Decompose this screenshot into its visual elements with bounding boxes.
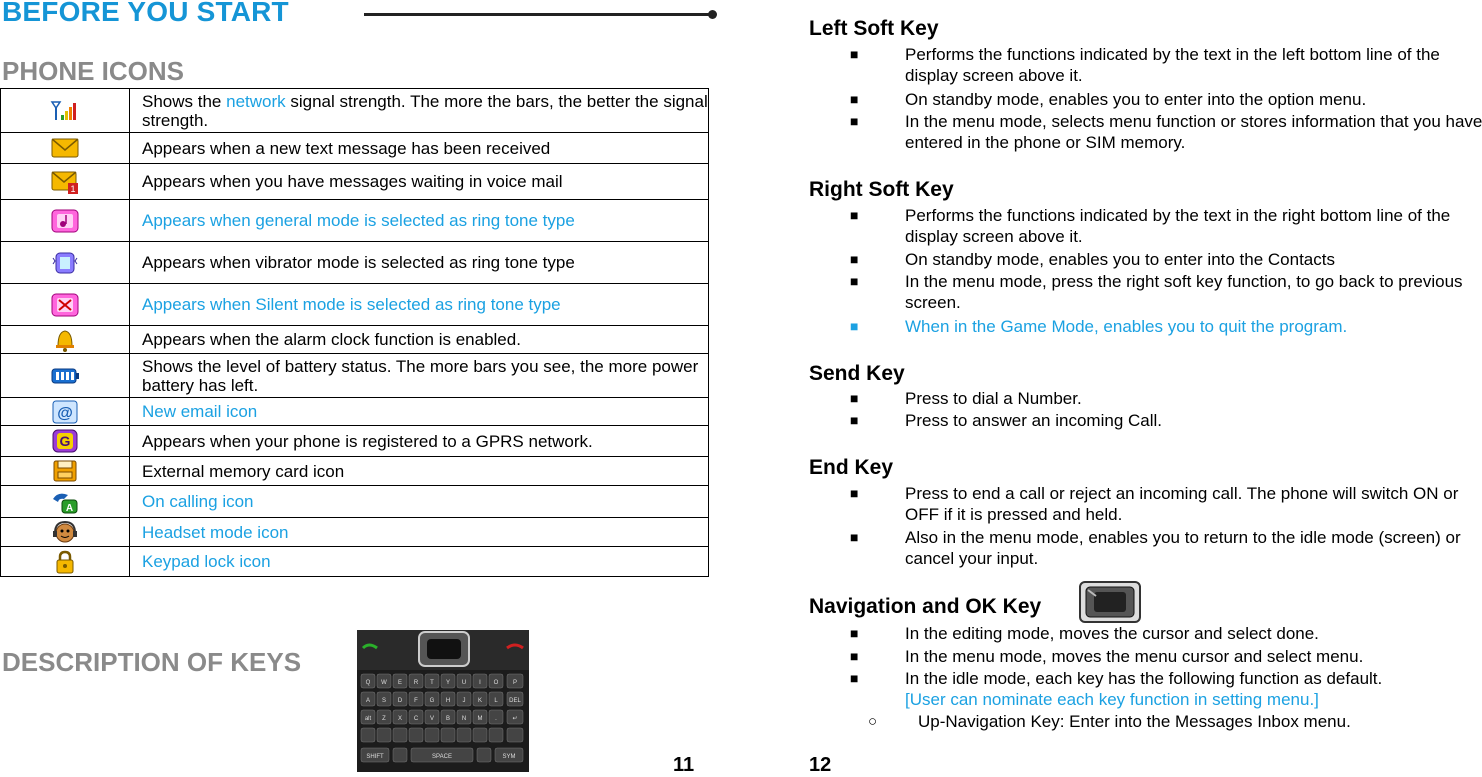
table-row [1, 326, 709, 354]
table-row [1, 164, 709, 200]
description-of-keys-heading: DESCRIPTION OF KEYS [2, 647, 302, 677]
table-cell: Appears when Silent mode is selected as ring tone type [130, 284, 709, 326]
svg-text:DEL: DEL [509, 698, 521, 704]
svg-text:L: L [494, 698, 498, 704]
email-at-icon [50, 399, 80, 425]
table-row [1, 242, 709, 284]
silent-mode-icon [50, 292, 80, 318]
svg-text:I: I [479, 680, 481, 686]
svg-text:M: M [477, 716, 483, 722]
battery-icon [50, 363, 80, 389]
svg-text:Y: Y [445, 680, 451, 686]
svg-text:O: O [493, 680, 499, 686]
table-cell: New email icon [130, 398, 709, 426]
svg-text:G: G [59, 433, 71, 449]
table-cell: Shows the level of battery status. The more bars you see, the more power battery has left. [130, 354, 709, 398]
table-row [1, 547, 709, 577]
end-key-heading: End Key [809, 456, 894, 479]
svg-text:W: W [381, 680, 387, 686]
svg-text:R: R [413, 680, 419, 686]
svg-text:A: A [65, 502, 74, 514]
page-number-right: 12 [809, 754, 832, 776]
keypad-lock-icon [50, 549, 80, 575]
gprs-g-icon [50, 428, 80, 454]
svg-text:X: X [397, 716, 403, 722]
setting-note: [User can nominate each key function in setting menu.] [905, 690, 1319, 709]
svg-text:A: A [365, 698, 371, 704]
phone-keyboard-image [357, 630, 529, 772]
send-key-heading: Send Key [809, 362, 905, 385]
table-row [1, 457, 709, 486]
svg-text:V: V [429, 716, 435, 722]
navigation-ok-key-heading: Navigation and OK Key [809, 595, 1042, 618]
memory-card-icon [50, 458, 80, 484]
svg-text:alt: alt [364, 716, 372, 722]
table-cell: Appears when you have messages waiting in voice mail [130, 164, 709, 200]
svg-text:B: B [445, 716, 451, 722]
table-cell: On calling icon [130, 486, 709, 518]
table-row [1, 518, 709, 547]
voicemail-envelope-icon [50, 169, 80, 195]
table-row [1, 426, 709, 457]
headset-icon [50, 519, 80, 545]
table-row [1, 200, 709, 242]
left-soft-key-heading: Left Soft Key [809, 17, 939, 40]
svg-text:Z: Z [382, 716, 386, 722]
page-title: BEFORE YOU START [2, 0, 289, 27]
title-rule-dot [708, 10, 717, 19]
svg-text:@: @ [57, 404, 73, 422]
svg-text:C: C [413, 716, 419, 722]
table-cell: Appears when your phone is registered to a GPRS network. [130, 426, 709, 457]
svg-text:SYM: SYM [502, 754, 516, 760]
table-row [1, 398, 709, 426]
phone-icons-heading: PHONE ICONS [2, 56, 185, 86]
svg-text:F: F [414, 698, 418, 704]
svg-text:N: N [461, 716, 467, 722]
svg-text:S: S [381, 698, 387, 704]
svg-text:1: 1 [70, 183, 76, 194]
general-mode-icon [50, 208, 80, 234]
table-cell: External memory card icon [130, 457, 709, 486]
table-cell: Keypad lock icon [130, 547, 709, 577]
phone-icons-table [0, 88, 709, 577]
svg-text:T: T [430, 680, 434, 686]
svg-text:G: G [429, 698, 435, 704]
svg-text:SPACE: SPACE [432, 754, 452, 760]
svg-text:P: P [512, 680, 518, 686]
svg-text:D: D [397, 698, 403, 704]
table-row [1, 284, 709, 326]
svg-text:K: K [477, 698, 483, 704]
table-cell: Appears when general mode is selected as ring tone type [130, 200, 709, 242]
svg-text:↵: ↵ [512, 716, 518, 722]
table-row: Shows the network signal strength. The more the bars, the better the signal strength. [1, 89, 709, 133]
alarm-bell-icon [50, 327, 80, 353]
table-row [1, 486, 709, 518]
network-link[interactable]: network [226, 91, 286, 111]
on-calling-icon [50, 489, 80, 515]
svg-text:U: U [461, 680, 467, 686]
right-soft-key-heading: Right Soft Key [809, 178, 954, 201]
signal-strength-icon [50, 98, 80, 124]
table-cell: Headset mode icon [130, 518, 709, 547]
svg-text:E: E [397, 680, 403, 686]
svg-text:H: H [445, 698, 451, 704]
table-cell: Appears when a new text message has been received [130, 133, 709, 164]
navigation-key-icon [1078, 580, 1142, 624]
page-number-left: 11 [673, 754, 695, 776]
svg-text:.: . [495, 716, 497, 722]
vibrate-mode-icon [50, 250, 80, 276]
table-cell: Appears when vibrator mode is selected as ring tone type [130, 242, 709, 284]
table-cell: Appears when the alarm clock function is enabled. [130, 326, 709, 354]
table-row [1, 133, 709, 164]
table-row [1, 354, 709, 398]
svg-text:SHIFT: SHIFT [366, 754, 384, 760]
envelope-icon [50, 135, 80, 161]
svg-text:J: J [462, 698, 466, 704]
title-rule [364, 13, 712, 16]
svg-text:Q: Q [365, 680, 371, 686]
